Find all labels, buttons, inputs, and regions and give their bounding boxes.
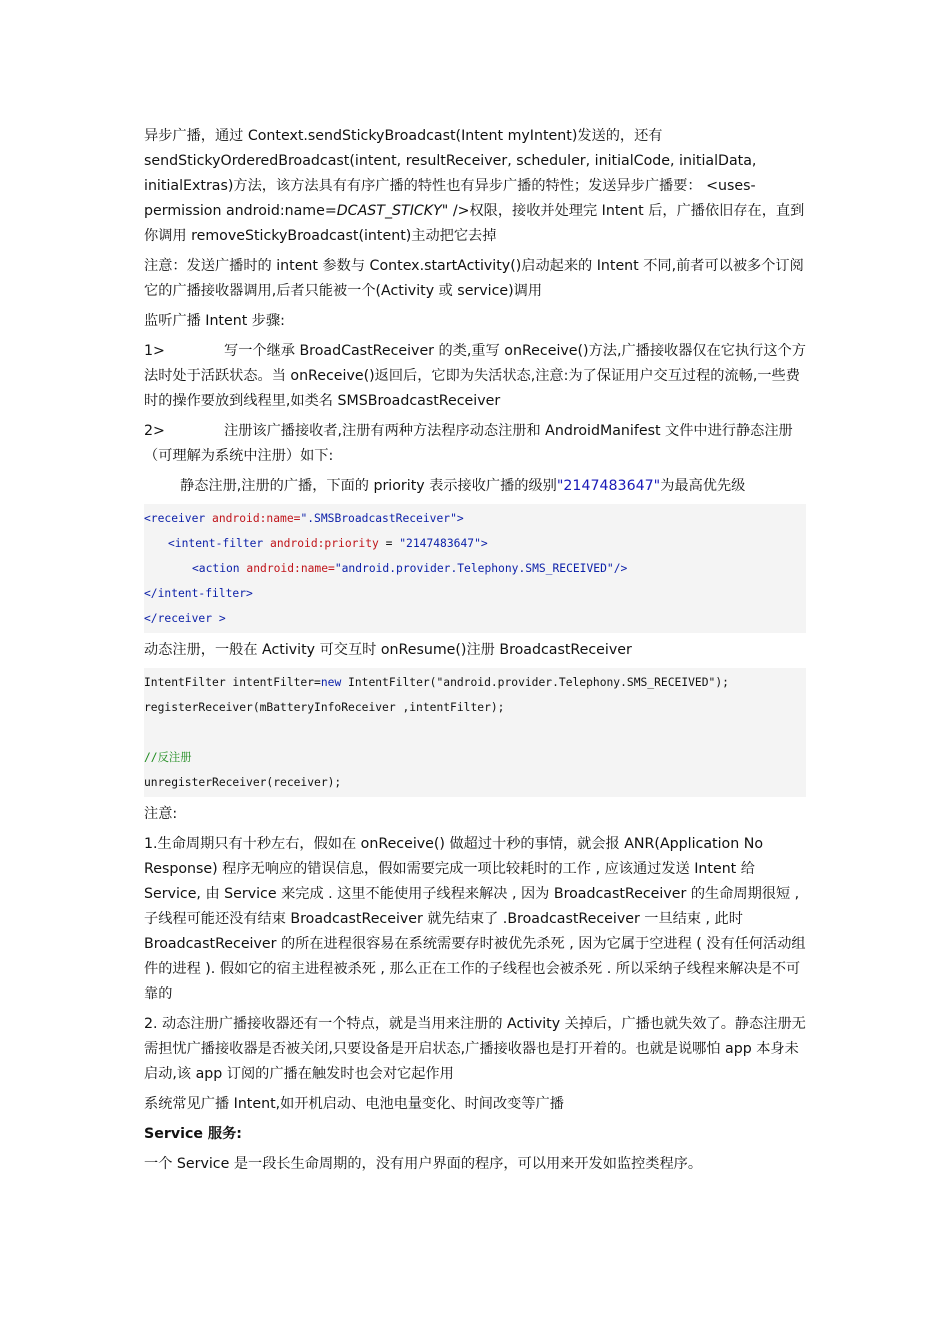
paragraph-note-label: 注意:	[144, 806, 178, 822]
section-heading-service: Service 服务:	[144, 1126, 242, 1142]
step-1-text: 写一个继承 BroadCastReceiver 的类,重写 onReceive()方法,广播接收器仅在它执行这个方法时处于活跃状态。当 onReceive()返回后，它即为失活状态,注意:为了保证用户交互过程的流畅,一些费时的操作要放到线程里,如类名 SMSBroadcastReceiver	[144, 343, 806, 409]
code-text: unregisterReceiver(receiver);	[144, 776, 342, 789]
paragraph-note-1: 1.生命周期只有十秒左右，假如在 onReceive() 做超过十秒的事情，就会报 ANR(Application No Response) 程序无响应的错误信息，假如需要完成一项比较耗时的工作 , 应该通过发送 Intent 给 Service, 由 Service 来完成 . 这里不能使用子线程来解决 , 因为 BroadcastReceiver 的生命周期很短 , 子线程可能还没有结束 BroadcastReceiver 就先结束了 .BroadcastReceiver 一旦结束 , 此时 BroadcastReceiver 的所在进程很容易在系统需要存时被优先杀死 , 因为它属于空进程 ( 没有任何活动组件的进程 ). 假如它的宿主进程被杀死 , 那么正在工作的子线程也会被杀死 . 所以采纳子线程来解决是不可靠的	[144, 836, 806, 1002]
paragraph-service-desc: 一个 Service 是一段长生命周期的，没有用户界面的程序，可以用来开发如监控类程序。	[144, 1156, 703, 1172]
paragraph-static-register	[144, 474, 806, 499]
code-text: IntentFilter("android.provider.Telephony.SMS_RECEIVED");	[341, 676, 729, 689]
code-block-java	[144, 668, 806, 797]
code-tag: />	[613, 562, 628, 575]
code-line	[144, 531, 806, 556]
code-attr: android:name=	[239, 562, 335, 575]
italic-run: DCAST_STICKY	[336, 203, 442, 219]
code-comment: //反注册	[144, 751, 192, 764]
code-line	[144, 606, 806, 631]
code-line	[144, 770, 806, 795]
code-tag: <intent-filter	[168, 537, 264, 550]
code-attr: android:priority	[263, 537, 379, 550]
code-keyword: new	[320, 676, 342, 689]
step-1-label: 1>	[144, 343, 165, 359]
code-line	[144, 670, 806, 695]
text-run: 为最高优先级	[660, 478, 746, 494]
code-tag: <receiver	[144, 512, 206, 525]
document-page	[144, 124, 806, 1182]
paragraph-step-1	[144, 339, 806, 414]
priority-value: "2147483647"	[556, 478, 661, 494]
text-run: 静态注册,注册的广播，下面的 priority 表示接收广播的级别	[180, 478, 557, 494]
code-text: =	[378, 537, 400, 550]
text-run: " />权限，接收并处理完 Intent 后，广播依旧存在，直到你调用 removeStickyBroadcast(intent)主动把它去掉	[144, 203, 805, 244]
paragraph-system-broadcasts: 系统常见广播 Intent,如开机启动、电池电量变化、时间改变等广播	[144, 1096, 564, 1112]
text-run: 异步广播，通过 Context.sendStickyBroadcast(Intent myIntent)发送的，还有 sendStickyOrderedBroadcast(intent, resultReceiver, scheduler, initialCode, initialData, initialExtras)方法，该方法具有有序广播的特性也有异步广播的特性；发送异步广播要： <uses-permission android:name=	[144, 128, 757, 219]
step-2-label: 2>	[144, 423, 165, 439]
code-tag: <action	[192, 562, 240, 575]
code-line	[144, 695, 806, 720]
paragraph-note-intent: 注意：发送广播时的 intent 参数与 Contex.startActivity()启动起来的 Intent 不同,前者可以被多个订阅它的广播接收器调用,后者只能被一个(Activity 或 service)调用	[144, 258, 804, 299]
code-block-xml	[144, 504, 806, 633]
code-blank-line	[144, 720, 806, 745]
code-line	[144, 556, 806, 581]
paragraph-step-2	[144, 419, 806, 469]
code-attr: android:name=	[205, 512, 301, 525]
code-text: registerReceiver(mBatteryInfoReceiver ,intentFilter);	[144, 701, 505, 714]
paragraph-note-2: 2. 动态注册广播接收器还有一个特点，就是当用来注册的 Activity 关掉后，广播也就失效了。静态注册无需担忧广播接收器是否被关闭,只要设备是开启状态,广播接收器也是打开着的。也就是说哪怕 app 本身未启动,该 app 订阅的广播在触发时也会对它起作用	[144, 1016, 806, 1082]
code-tag: >	[480, 537, 488, 550]
code-tag: </intent-filter>	[144, 587, 253, 600]
code-tag: >	[456, 512, 464, 525]
code-string: ".SMSBroadcastReceiver"	[300, 512, 457, 525]
code-text: IntentFilter intentFilter=	[144, 676, 321, 689]
paragraph-steps-heading: 监听广播 Intent 步骤:	[144, 313, 285, 329]
step-2-text: 注册该广播接收者,注册有两种方法程序动态注册和 AndroidManifest 文件中进行静态注册（可理解为系统中注册）如下:	[144, 423, 793, 464]
code-string: "2147483647"	[399, 537, 481, 550]
code-line	[144, 581, 806, 606]
code-line	[144, 506, 806, 531]
code-tag: </receiver >	[144, 612, 226, 625]
code-line	[144, 745, 806, 770]
code-string: "android.provider.Telephony.SMS_RECEIVED"	[334, 562, 614, 575]
paragraph-dynamic-register: 动态注册，一般在 Activity 可交互时 onResume()注册 BroadcastReceiver	[144, 642, 632, 658]
paragraph-sticky-broadcast	[144, 124, 806, 249]
